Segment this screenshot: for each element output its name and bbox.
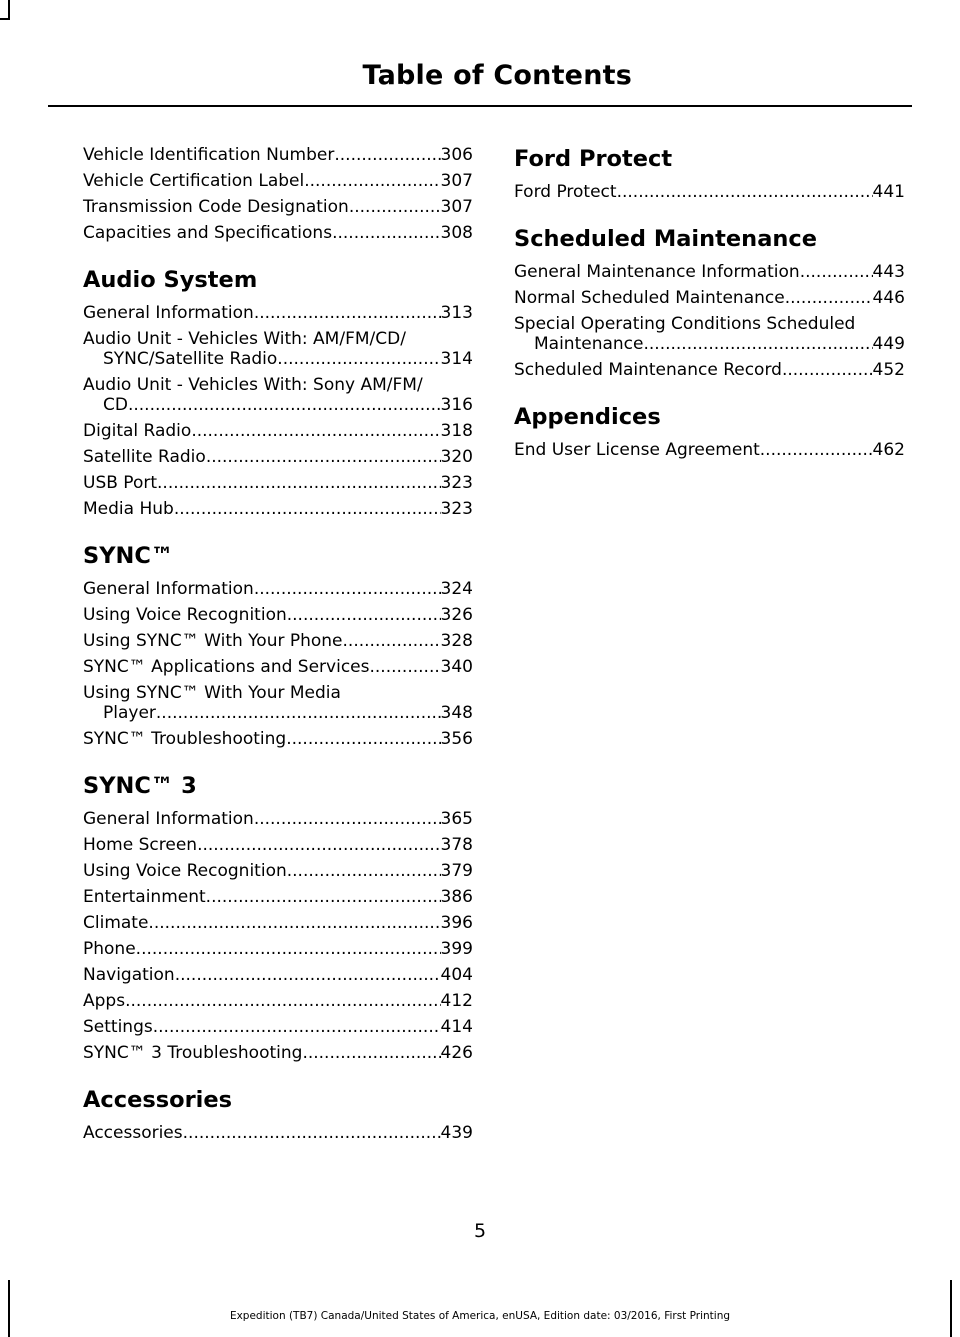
toc-entry[interactable] <box>83 223 473 243</box>
leader-dots <box>332 223 440 243</box>
section-heading: SYNC™ <box>83 543 174 569</box>
leader-dots <box>643 334 872 354</box>
leader-dots <box>175 965 441 985</box>
toc-entry[interactable] <box>83 809 473 829</box>
toc-entry[interactable] <box>83 991 473 1011</box>
toc-entry[interactable] <box>83 579 473 599</box>
toc-entry[interactable] <box>83 631 473 651</box>
toc-entry-continuation[interactable] <box>83 349 473 369</box>
leader-dots <box>136 939 441 959</box>
entry-title: Settings <box>83 1017 153 1037</box>
section-heading: Ford Protect <box>514 146 673 172</box>
entry-page: 412 <box>440 991 473 1011</box>
leader-dots <box>760 440 873 460</box>
entry-title: USB Port <box>83 473 158 493</box>
leader-dots <box>206 447 441 467</box>
toc-entry[interactable] <box>83 145 473 165</box>
toc-section <box>514 225 905 380</box>
leader-dots <box>148 913 440 933</box>
entry-page: 414 <box>440 1017 473 1037</box>
toc-entry[interactable] <box>83 1043 473 1063</box>
toc-entry[interactable] <box>83 171 473 191</box>
page-number: 5 <box>473 1220 487 1242</box>
toc-right-column <box>514 145 905 466</box>
entry-page: 318 <box>440 421 473 441</box>
entry-title: Audio Unit - Vehicles With: AM/FM/CD/ <box>83 329 406 349</box>
leader-dots <box>617 182 873 202</box>
leader-dots <box>349 197 441 217</box>
entry-page: 404 <box>440 965 473 985</box>
entry-title-continued: CD <box>103 395 128 415</box>
entry-page: 365 <box>440 809 473 829</box>
entry-page: 399 <box>440 939 473 959</box>
entry-page: 313 <box>440 303 473 323</box>
toc-entry[interactable] <box>514 440 905 460</box>
entry-page: 324 <box>440 579 473 599</box>
entry-page: 326 <box>440 605 473 625</box>
entry-title: Satellite Radio <box>83 447 206 467</box>
edition-line: Expedition (TB7) Canada/United States of America, enUSA, Edition date: 03/2016, First Printing <box>229 1310 731 1322</box>
entry-page: 348 <box>440 703 473 723</box>
entry-title: End User License Agreement <box>514 440 760 460</box>
entry-title: General Information <box>83 809 254 829</box>
entry-title: Entertainment <box>83 887 206 907</box>
entry-title: SYNC™ Troubleshooting <box>83 729 287 749</box>
entry-title: Digital Radio <box>83 421 192 441</box>
leader-dots <box>156 703 441 723</box>
section-heading: Scheduled Maintenance <box>514 226 817 252</box>
toc-entry[interactable] <box>83 447 473 467</box>
toc-entry[interactable] <box>83 1017 473 1037</box>
entry-page: 449 <box>872 334 905 354</box>
leader-dots <box>206 887 441 907</box>
toc-section <box>514 145 905 202</box>
entry-title: Phone <box>83 939 136 959</box>
toc-section <box>514 403 905 460</box>
entry-title: Capacities and Specifications <box>83 223 333 243</box>
toc-entry[interactable] <box>83 887 473 907</box>
leader-dots <box>157 473 441 493</box>
entry-page: 306 <box>440 145 473 165</box>
entry-page: 426 <box>440 1043 473 1063</box>
entry-title-continued: Player <box>103 703 156 723</box>
leader-dots <box>302 1043 440 1063</box>
leader-dots <box>191 421 440 441</box>
section-heading: Appendices <box>514 404 661 430</box>
entry-page: 314 <box>440 349 473 369</box>
entry-title: General Maintenance Information <box>514 262 800 282</box>
entry-title: Using SYNC™ With Your Phone <box>83 631 343 651</box>
toc-section <box>83 145 473 243</box>
entry-title: General Information <box>83 579 254 599</box>
toc-entry[interactable] <box>83 375 473 395</box>
toc-entry[interactable] <box>83 1123 473 1143</box>
toc-entry[interactable] <box>514 314 905 334</box>
entry-page: 308 <box>440 223 473 243</box>
entry-title: General Information <box>83 303 254 323</box>
entry-page: 340 <box>440 657 473 677</box>
entry-title: Scheduled Maintenance Record <box>514 360 782 380</box>
entry-title: Using SYNC™ With Your Media <box>83 683 341 703</box>
leader-dots <box>125 991 440 1011</box>
toc-entry-continuation[interactable] <box>83 395 473 415</box>
toc-section <box>83 542 473 749</box>
entry-title: Vehicle Certification Label <box>83 171 305 191</box>
entry-title: Normal Scheduled Maintenance <box>514 288 785 308</box>
entry-page: 323 <box>440 473 473 493</box>
toc-entry[interactable] <box>83 913 473 933</box>
leader-dots <box>287 605 441 625</box>
leader-dots <box>128 395 441 415</box>
toc-left-column <box>83 145 473 1149</box>
entry-title-continued: Maintenance <box>534 334 644 354</box>
toc-entry[interactable] <box>83 421 473 441</box>
toc-entry[interactable] <box>83 499 473 519</box>
leader-dots <box>254 303 441 323</box>
entry-title: Ford Protect <box>514 182 617 202</box>
leader-dots <box>304 171 440 191</box>
section-heading: Audio System <box>83 267 258 293</box>
toc-entry[interactable] <box>83 729 473 749</box>
entry-page: 316 <box>440 395 473 415</box>
toc-entry[interactable] <box>83 861 473 881</box>
entry-title: Transmission Code Designation <box>83 197 349 217</box>
leader-dots <box>800 262 873 282</box>
entry-page: 439 <box>440 1123 473 1143</box>
entry-title: Special Operating Conditions Scheduled <box>514 314 856 334</box>
section-heading: SYNC™ 3 <box>83 773 197 799</box>
entry-page: 307 <box>440 171 473 191</box>
crop-mark <box>8 0 10 18</box>
toc-entry[interactable] <box>83 939 473 959</box>
section-heading: Accessories <box>83 1087 233 1113</box>
leader-dots <box>287 861 441 881</box>
entry-page: 396 <box>440 913 473 933</box>
entry-title: SYNC™ Applications and Services <box>83 657 370 677</box>
leader-dots <box>785 288 873 308</box>
crop-mark <box>8 1280 10 1337</box>
toc-entry[interactable] <box>83 965 473 985</box>
toc-entry[interactable] <box>83 197 473 217</box>
toc-entry[interactable] <box>83 683 473 703</box>
entry-title: Media Hub <box>83 499 174 519</box>
entry-title: Audio Unit - Vehicles With: Sony AM/FM/ <box>83 375 423 395</box>
page-title: Table of Contents <box>362 60 632 91</box>
toc-entry-continuation[interactable] <box>514 334 905 354</box>
entry-title: Climate <box>83 913 149 933</box>
leader-dots <box>370 657 441 677</box>
crop-mark <box>0 18 10 20</box>
entry-title: Using Voice Recognition <box>83 605 287 625</box>
entry-title-continued: SYNC/Satellite Radio <box>103 349 278 369</box>
leader-dots <box>343 631 441 651</box>
toc-entry[interactable] <box>83 657 473 677</box>
leader-dots <box>782 360 873 380</box>
leader-dots <box>254 809 441 829</box>
entry-page: 441 <box>872 182 905 202</box>
entry-page: 446 <box>872 288 905 308</box>
entry-title: Using Voice Recognition <box>83 861 287 881</box>
toc-section <box>83 772 473 1063</box>
leader-dots <box>286 729 440 749</box>
toc-entry[interactable] <box>83 835 473 855</box>
leader-dots <box>334 145 440 165</box>
entry-page: 323 <box>440 499 473 519</box>
entry-page: 443 <box>872 262 905 282</box>
leader-dots <box>197 835 440 855</box>
toc-entry[interactable] <box>514 360 905 380</box>
entry-title: Apps <box>83 991 126 1011</box>
entry-page: 386 <box>440 887 473 907</box>
entry-page: 328 <box>440 631 473 651</box>
leader-dots <box>183 1123 441 1143</box>
toc-section <box>83 1086 473 1143</box>
entry-title: Navigation <box>83 965 175 985</box>
header-rule <box>48 105 912 107</box>
entry-page: 452 <box>872 360 905 380</box>
entry-title: Vehicle Identification Number <box>83 145 335 165</box>
entry-title: Home Screen <box>83 835 198 855</box>
entry-page: 356 <box>440 729 473 749</box>
entry-title: SYNC™ 3 Troubleshooting <box>83 1043 303 1063</box>
entry-page: 379 <box>440 861 473 881</box>
entry-page: 320 <box>440 447 473 467</box>
toc-entry[interactable] <box>83 303 473 323</box>
toc-entry-continuation[interactable] <box>83 703 473 723</box>
entry-page: 378 <box>440 835 473 855</box>
crop-mark <box>950 1280 952 1337</box>
toc-section <box>83 266 473 519</box>
leader-dots <box>174 499 441 519</box>
toc-entry[interactable] <box>514 262 905 282</box>
entry-page: 462 <box>872 440 905 460</box>
leader-dots <box>277 349 440 369</box>
toc-entry[interactable] <box>514 182 905 202</box>
leader-dots <box>254 579 441 599</box>
toc-entry[interactable] <box>83 605 473 625</box>
toc-entry[interactable] <box>83 473 473 493</box>
toc-entry[interactable] <box>83 329 473 349</box>
entry-title: Accessories <box>83 1123 183 1143</box>
leader-dots <box>153 1017 441 1037</box>
entry-page: 307 <box>440 197 473 217</box>
toc-entry[interactable] <box>514 288 905 308</box>
